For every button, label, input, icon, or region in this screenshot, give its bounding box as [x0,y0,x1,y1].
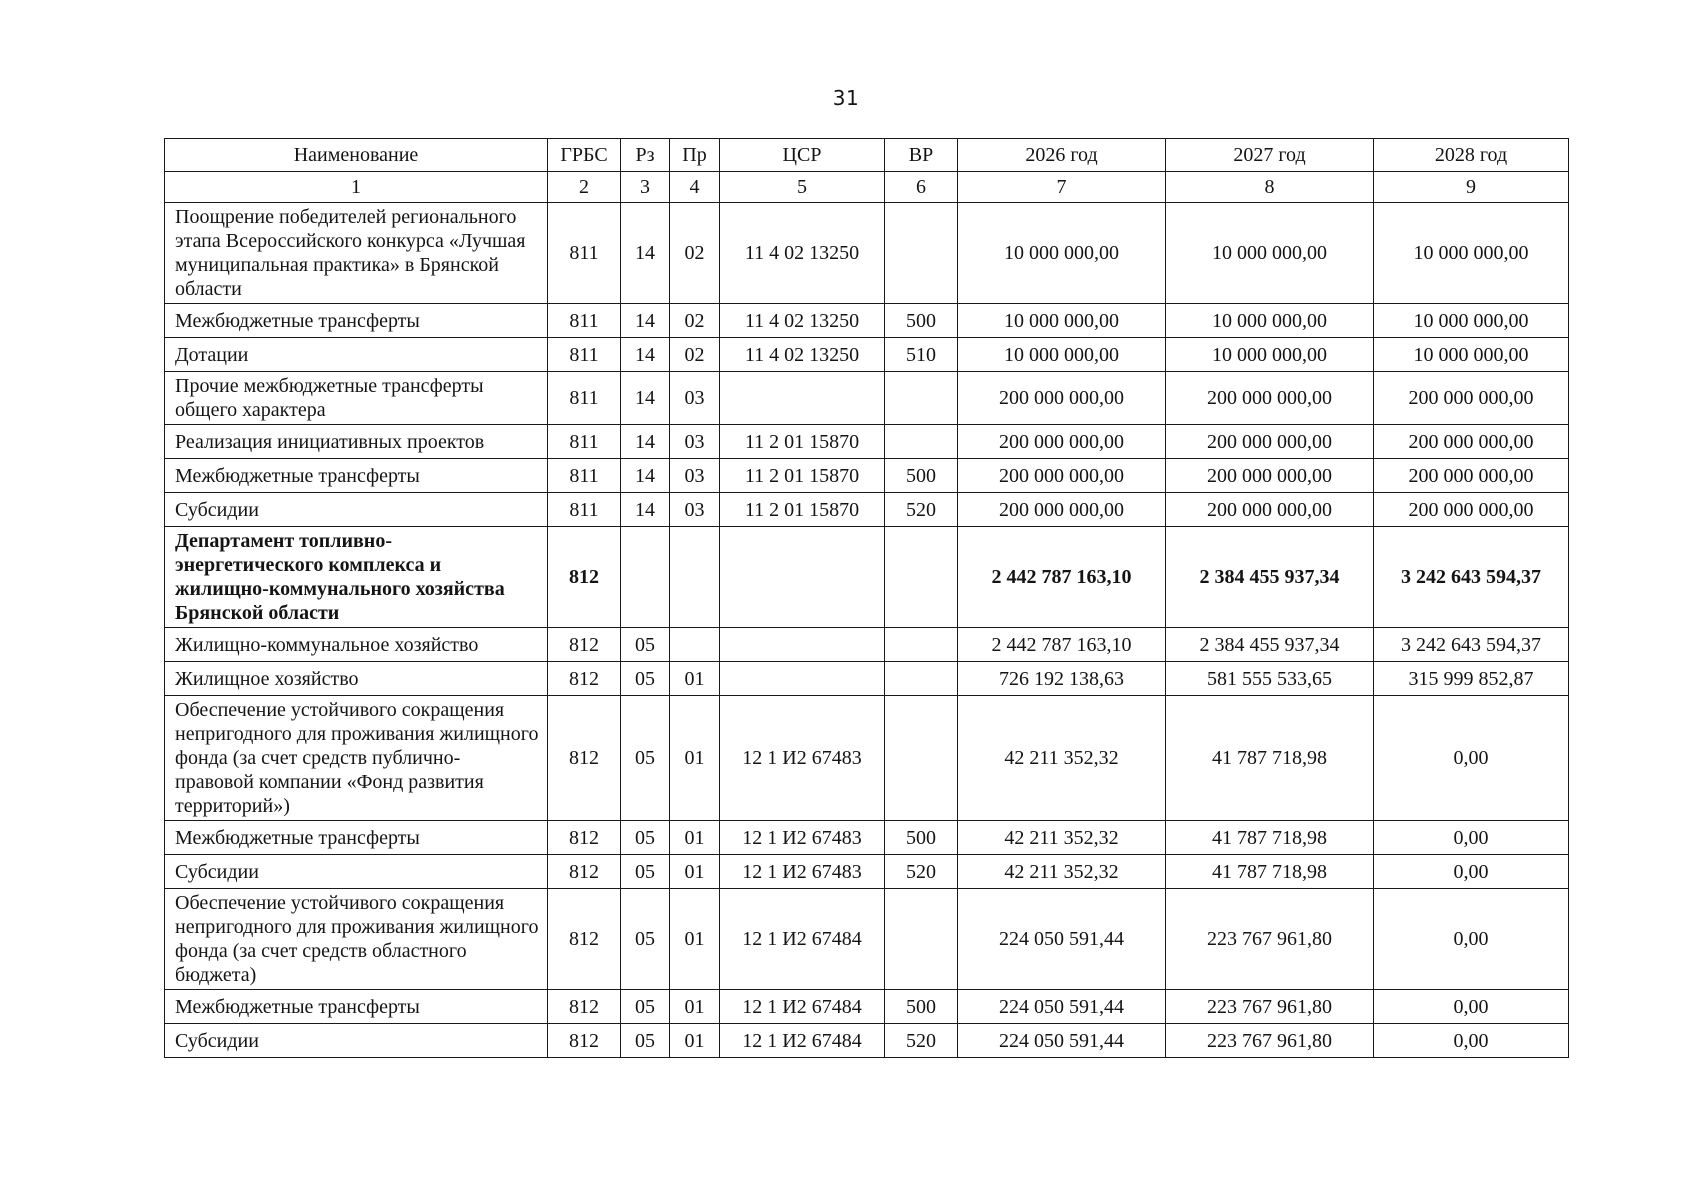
header-pr: Пр [670,139,720,172]
cell-2028: 10 000 000,00 [1374,338,1569,372]
cell-grbs: 811 [548,493,621,527]
cell-2028: 200 000 000,00 [1374,425,1569,459]
cell-pr: 01 [670,990,720,1024]
column-index: 6 [885,172,958,203]
table-row [165,696,1569,821]
table-row [165,855,1569,889]
cell-name: Жилищное хозяйство [165,662,548,696]
header-name: Наименование [165,139,548,172]
cell-grbs: 812 [548,696,621,821]
cell-name: Субсидии [165,855,548,889]
cell-csr: 11 4 02 13250 [720,203,885,304]
column-index: 7 [958,172,1166,203]
cell-2026: 2 442 787 163,10 [958,628,1166,662]
budget-table [164,138,1569,1058]
cell-vr: 510 [885,338,958,372]
header-2027: 2027 год [1166,139,1374,172]
cell-2027: 200 000 000,00 [1166,459,1374,493]
cell-name: Межбюджетные трансферты [165,821,548,855]
cell-2027: 223 767 961,80 [1166,1024,1374,1058]
cell-vr [885,662,958,696]
header-grbs: ГРБС [548,139,621,172]
cell-rz: 14 [621,304,670,338]
cell-rz [621,527,670,628]
table-row [165,990,1569,1024]
cell-pr: 03 [670,459,720,493]
cell-rz: 14 [621,493,670,527]
table-row [165,425,1569,459]
header-2028: 2028 год [1374,139,1569,172]
cell-grbs: 812 [548,990,621,1024]
cell-2026: 200 000 000,00 [958,425,1166,459]
cell-name: Межбюджетные трансферты [165,990,548,1024]
cell-name: Межбюджетные трансферты [165,304,548,338]
cell-rz: 05 [621,696,670,821]
cell-2026: 224 050 591,44 [958,889,1166,990]
cell-2026: 10 000 000,00 [958,304,1166,338]
cell-2027: 41 787 718,98 [1166,855,1374,889]
cell-name: Поощрение победителей регионального этапа Всероссийского конкурса «Лучшая муниципальная практика» в Брянской области [165,203,548,304]
cell-rz: 14 [621,203,670,304]
cell-name: Реализация инициативных проектов [165,425,548,459]
cell-2028: 0,00 [1374,821,1569,855]
cell-2027: 200 000 000,00 [1166,493,1374,527]
cell-rz: 05 [621,821,670,855]
cell-2027: 2 384 455 937,34 [1166,527,1374,628]
cell-csr: 12 1 И2 67483 [720,855,885,889]
cell-grbs: 811 [548,304,621,338]
cell-pr: 02 [670,304,720,338]
column-index: 1 [165,172,548,203]
cell-2028: 0,00 [1374,696,1569,821]
cell-pr [670,628,720,662]
cell-rz: 14 [621,459,670,493]
cell-grbs: 811 [548,338,621,372]
cell-csr: 11 4 02 13250 [720,304,885,338]
cell-csr: 12 1 И2 67483 [720,821,885,855]
cell-grbs: 811 [548,425,621,459]
cell-rz: 05 [621,855,670,889]
cell-rz: 05 [621,990,670,1024]
cell-2028: 0,00 [1374,889,1569,990]
column-index: 4 [670,172,720,203]
cell-2027: 10 000 000,00 [1166,338,1374,372]
cell-2028: 315 999 852,87 [1374,662,1569,696]
cell-pr: 01 [670,855,720,889]
cell-name: Жилищно-коммунальное хозяйство [165,628,548,662]
cell-pr: 02 [670,203,720,304]
cell-pr: 02 [670,338,720,372]
cell-grbs: 811 [548,372,621,425]
cell-vr: 500 [885,304,958,338]
cell-grbs: 812 [548,821,621,855]
cell-2027: 41 787 718,98 [1166,696,1374,821]
cell-2026: 200 000 000,00 [958,459,1166,493]
cell-vr: 500 [885,821,958,855]
cell-2026: 200 000 000,00 [958,372,1166,425]
cell-2028: 10 000 000,00 [1374,304,1569,338]
table-row [165,628,1569,662]
cell-vr [885,696,958,821]
table-header-row [165,139,1569,172]
cell-vr [885,628,958,662]
cell-name: Субсидии [165,493,548,527]
cell-2028: 200 000 000,00 [1374,493,1569,527]
table-row [165,1024,1569,1058]
column-index-row [165,172,1569,203]
cell-grbs: 812 [548,889,621,990]
cell-2026: 42 211 352,32 [958,696,1166,821]
cell-rz: 14 [621,372,670,425]
cell-vr [885,889,958,990]
cell-2026: 224 050 591,44 [958,990,1166,1024]
header-2026: 2026 год [958,139,1166,172]
cell-csr [720,527,885,628]
cell-csr [720,372,885,425]
column-index: 5 [720,172,885,203]
header-vr: ВР [885,139,958,172]
column-index: 2 [548,172,621,203]
cell-grbs: 811 [548,459,621,493]
cell-csr: 11 2 01 15870 [720,425,885,459]
cell-rz: 05 [621,1024,670,1058]
table-row [165,889,1569,990]
cell-2027: 41 787 718,98 [1166,821,1374,855]
cell-2026: 200 000 000,00 [958,493,1166,527]
cell-pr: 03 [670,372,720,425]
cell-2027: 581 555 533,65 [1166,662,1374,696]
cell-2028: 200 000 000,00 [1374,372,1569,425]
cell-grbs: 811 [548,203,621,304]
cell-grbs: 812 [548,527,621,628]
cell-rz: 14 [621,338,670,372]
cell-2026: 42 211 352,32 [958,821,1166,855]
cell-name: Обеспечение устойчивого сокращения непригодного для проживания жилищного фонда (за счет средств публично-правовой компании «Фонд развития территорий») [165,696,548,821]
cell-name: Межбюджетные трансферты [165,459,548,493]
cell-csr: 12 1 И2 67484 [720,1024,885,1058]
table-row [165,338,1569,372]
cell-vr [885,203,958,304]
cell-pr: 01 [670,696,720,821]
cell-vr [885,372,958,425]
cell-pr: 01 [670,662,720,696]
cell-pr: 03 [670,425,720,459]
cell-2027: 200 000 000,00 [1166,425,1374,459]
cell-vr [885,425,958,459]
cell-2028: 0,00 [1374,855,1569,889]
cell-2027: 200 000 000,00 [1166,372,1374,425]
cell-name: Департамент топливно-энергетического комплекса и жилищно-коммунального хозяйства Брянской области [165,527,548,628]
cell-vr [885,527,958,628]
cell-pr: 03 [670,493,720,527]
cell-2028: 200 000 000,00 [1374,459,1569,493]
cell-rz: 05 [621,889,670,990]
cell-rz: 05 [621,662,670,696]
cell-2026: 726 192 138,63 [958,662,1166,696]
table-row [165,304,1569,338]
cell-csr: 11 2 01 15870 [720,459,885,493]
cell-name: Прочие межбюджетные трансферты общего характера [165,372,548,425]
cell-csr: 11 4 02 13250 [720,338,885,372]
cell-csr: 12 1 И2 67483 [720,696,885,821]
cell-name: Обеспечение устойчивого сокращения непригодного для проживания жилищного фонда (за счет средств областного бюджета) [165,889,548,990]
cell-2026: 2 442 787 163,10 [958,527,1166,628]
cell-grbs: 812 [548,855,621,889]
cell-csr [720,662,885,696]
cell-2026: 10 000 000,00 [958,203,1166,304]
cell-pr: 01 [670,821,720,855]
table-row [165,493,1569,527]
table-row [165,203,1569,304]
page-number: 31 [832,86,860,110]
cell-grbs: 812 [548,1024,621,1058]
cell-2026: 224 050 591,44 [958,1024,1166,1058]
cell-vr: 500 [885,459,958,493]
header-rz: Рз [621,139,670,172]
cell-pr [670,527,720,628]
cell-csr: 11 2 01 15870 [720,493,885,527]
cell-2026: 10 000 000,00 [958,338,1166,372]
cell-2028: 10 000 000,00 [1374,203,1569,304]
cell-name: Дотации [165,338,548,372]
cell-pr: 01 [670,889,720,990]
table-row [165,821,1569,855]
cell-grbs: 812 [548,662,621,696]
cell-rz: 14 [621,425,670,459]
cell-csr: 12 1 И2 67484 [720,889,885,990]
table-row [165,527,1569,628]
cell-2027: 223 767 961,80 [1166,889,1374,990]
cell-vr: 520 [885,493,958,527]
table-row [165,662,1569,696]
cell-vr: 520 [885,1024,958,1058]
table-row [165,459,1569,493]
cell-2026: 42 211 352,32 [958,855,1166,889]
cell-rz: 05 [621,628,670,662]
cell-csr: 12 1 И2 67484 [720,990,885,1024]
cell-vr: 520 [885,855,958,889]
cell-2028: 3 242 643 594,37 [1374,628,1569,662]
cell-2028: 3 242 643 594,37 [1374,527,1569,628]
cell-csr [720,628,885,662]
cell-2027: 10 000 000,00 [1166,203,1374,304]
cell-2027: 10 000 000,00 [1166,304,1374,338]
cell-2028: 0,00 [1374,990,1569,1024]
cell-2027: 2 384 455 937,34 [1166,628,1374,662]
column-index: 3 [621,172,670,203]
cell-2028: 0,00 [1374,1024,1569,1058]
table-row [165,372,1569,425]
cell-name: Субсидии [165,1024,548,1058]
cell-2027: 223 767 961,80 [1166,990,1374,1024]
cell-vr: 500 [885,990,958,1024]
header-csr: ЦСР [720,139,885,172]
column-index: 8 [1166,172,1374,203]
cell-pr: 01 [670,1024,720,1058]
cell-grbs: 812 [548,628,621,662]
column-index: 9 [1374,172,1569,203]
